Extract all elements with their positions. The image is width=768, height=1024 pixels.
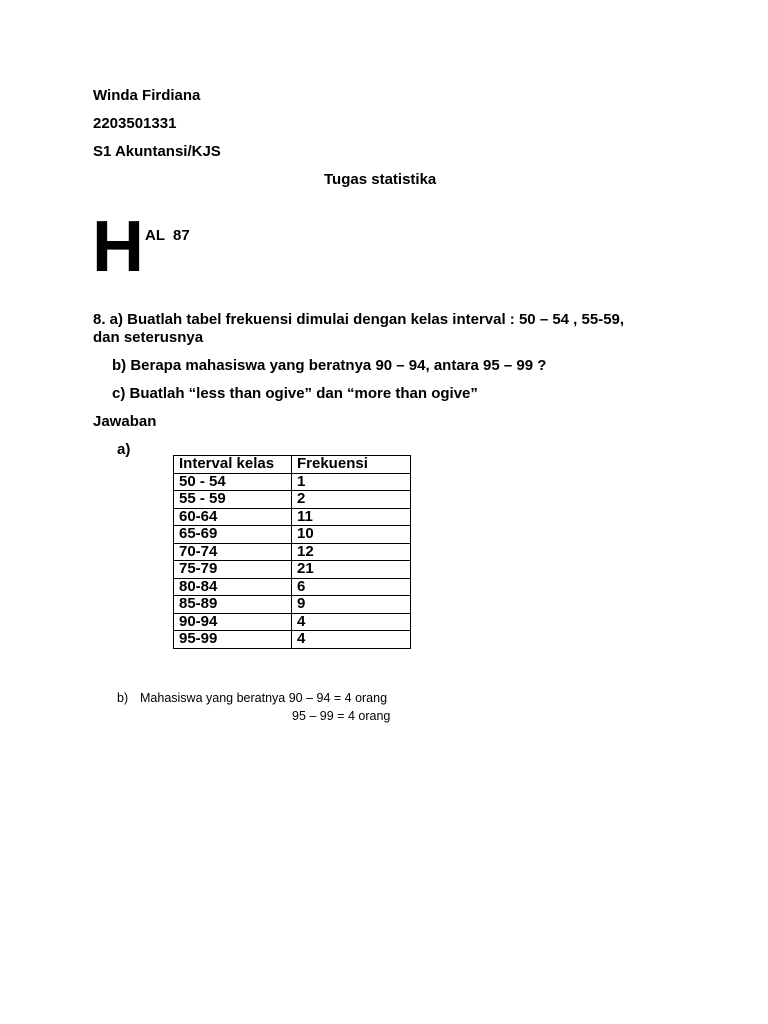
- interval-cell: 60-64: [174, 508, 292, 526]
- answer-b-line2: 95 – 99 = 4 orang: [292, 709, 391, 723]
- answer-a-label: a): [117, 441, 131, 458]
- study-program: S1 Akuntansi/KJS: [93, 143, 221, 160]
- frequency-cell: 9: [292, 596, 411, 614]
- table-row: [174, 491, 411, 509]
- frequency-cell: 2: [292, 491, 411, 509]
- answer-b-label: b): [117, 691, 129, 705]
- student-id: 2203501331: [93, 115, 177, 132]
- question-b: b) Berapa mahasiswa yang beratnya 90 – 94, antara 95 – 99 ?: [112, 357, 547, 374]
- table-row: [174, 473, 411, 491]
- question-a-line1: 8. a) Buatlah tabel frekuensi dimulai dengan kelas interval : 50 – 54 , 55-59,: [93, 311, 625, 328]
- table-header-row: [174, 456, 411, 474]
- interval-cell: 50 - 54: [174, 473, 292, 491]
- table-row: [174, 613, 411, 631]
- table-row: [174, 526, 411, 544]
- frequency-cell: 21: [292, 561, 411, 579]
- table-row: [174, 578, 411, 596]
- interval-cell: 70-74: [174, 543, 292, 561]
- frequency-cell: 1: [292, 473, 411, 491]
- interval-cell: 80-84: [174, 578, 292, 596]
- table-row: [174, 561, 411, 579]
- page-ref-text: AL 87: [145, 227, 190, 244]
- table-row: [174, 543, 411, 561]
- answer-heading: Jawaban: [93, 413, 157, 430]
- interval-cell: 65-69: [174, 526, 292, 544]
- frequency-cell: 6: [292, 578, 411, 596]
- column-header-frequency: Frekuensi: [292, 456, 411, 474]
- page-ref-dropcap: H: [92, 207, 144, 287]
- interval-cell: 90-94: [174, 613, 292, 631]
- table-row: [174, 508, 411, 526]
- interval-cell: 75-79: [174, 561, 292, 579]
- frequency-cell: 4: [292, 613, 411, 631]
- frequency-cell: 12: [292, 543, 411, 561]
- student-name: Winda Firdiana: [93, 87, 201, 104]
- frequency-cell: 10: [292, 526, 411, 544]
- question-c: c) Buatlah “less than ogive” dan “more than ogive”: [112, 385, 478, 402]
- interval-cell: 55 - 59: [174, 491, 292, 509]
- frequency-cell: 11: [292, 508, 411, 526]
- interval-cell: 85-89: [174, 596, 292, 614]
- frequency-cell: 4: [292, 631, 411, 649]
- table-row: [174, 631, 411, 649]
- column-header-interval: Interval kelas: [174, 456, 292, 474]
- frequency-table: [173, 455, 411, 649]
- answer-b-line1: Mahasiswa yang beratnya 90 – 94 = 4 orang: [140, 691, 388, 705]
- table-row: [174, 596, 411, 614]
- question-a-line2: dan seterusnya: [93, 329, 204, 346]
- interval-cell: 95-99: [174, 631, 292, 649]
- document-title: Tugas statistika: [324, 171, 437, 188]
